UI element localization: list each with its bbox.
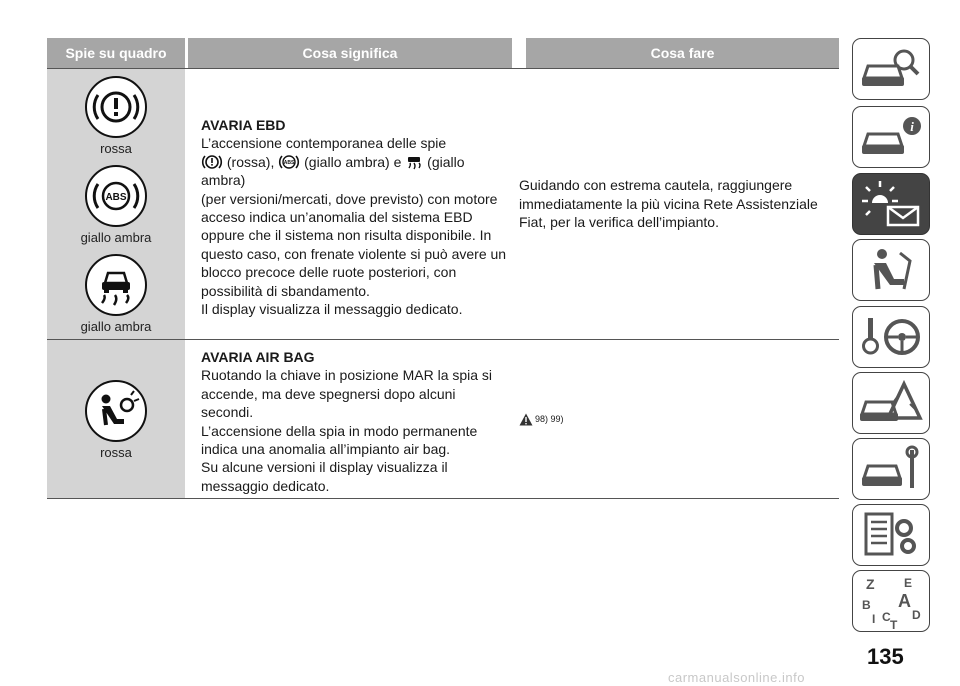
seat-belt-icon	[858, 245, 924, 295]
svg-text:ABS: ABS	[105, 192, 127, 203]
action-line: Fiat, per la verifica dell’impianto.	[519, 214, 719, 231]
desc-fragment: (rossa),	[226, 153, 275, 170]
fault-title: AVARIA AIR BAG	[201, 349, 315, 365]
desc-line: secondi.	[201, 404, 254, 421]
desc-line: Ruotando la chiave in posizione MAR la spia si	[201, 367, 493, 384]
action-cell	[509, 340, 839, 498]
desc-line: Il display visualizza il messaggio dedicato.	[201, 301, 463, 318]
tab-warning-lights[interactable]	[852, 173, 930, 235]
svg-text:ABS: ABS	[283, 159, 295, 166]
tab-starting-driving[interactable]	[852, 306, 930, 368]
action-line: Guidando con estrema cautela, raggiungere	[519, 177, 793, 194]
desc-line: acceso indica un’anomalia del sistema EBD	[201, 209, 473, 226]
tab-knowing-car[interactable]	[852, 38, 930, 100]
lamp-brake	[84, 75, 148, 156]
alphabetical-index-icon	[858, 573, 924, 629]
car-emergency-icon	[858, 378, 924, 428]
warning-triangle-icon	[519, 413, 533, 426]
table-row-airbag	[47, 340, 839, 499]
desc-line: messaggio dedicato.	[201, 477, 330, 494]
header-action: Cosa fare	[526, 38, 839, 68]
index-letter: E	[904, 576, 913, 590]
key-steering-wheel-icon	[858, 312, 924, 362]
skidding-car-icon	[405, 153, 423, 171]
skidding-car-icon	[84, 253, 148, 317]
car-info-icon	[858, 112, 924, 162]
page-number: 135	[867, 644, 904, 669]
lamp-skid	[81, 253, 152, 334]
table-header	[47, 38, 839, 68]
lamp-label: giallo ambra	[80, 230, 152, 245]
desc-line: possibilità di sbandamento.	[201, 282, 370, 299]
lamp-abs	[81, 164, 152, 245]
lamp-airbag	[84, 379, 148, 460]
index-letter: T	[890, 618, 898, 629]
lamp-label: giallo ambra	[80, 319, 152, 334]
note-references: 98) 99)	[535, 413, 564, 424]
lamp-label: rossa	[100, 141, 132, 156]
header-meaning: Cosa significa	[188, 38, 512, 68]
header-warning-lights: Spie su quadro	[47, 38, 185, 68]
watermark: carmanualsonline.info	[668, 670, 805, 685]
index-letter: C	[882, 610, 891, 624]
warning-light-message-icon	[858, 179, 924, 229]
desc-fragment: (giallo ambra) e	[304, 153, 402, 170]
abs-icon	[84, 164, 148, 228]
index-letter: B	[862, 598, 871, 612]
desc-line: (per versioni/mercati, dove previsto) con motore	[201, 190, 498, 207]
airbag-icon	[84, 379, 148, 443]
brake-warning-icon	[201, 153, 223, 171]
index-letter: I	[872, 612, 876, 626]
warning-lights-table	[47, 38, 839, 499]
desc-line: L’accensione contemporanea delle spie	[201, 135, 447, 152]
desc-line-inline-icons	[201, 153, 509, 190]
index-letter: Z	[866, 576, 875, 592]
tab-index[interactable]	[852, 570, 930, 632]
desc-line: blocco precoce delle ruote posteriori, con	[201, 264, 457, 281]
desc-line: L’accensione della spia in modo permanente	[201, 422, 478, 439]
meaning-cell	[185, 69, 509, 339]
desc-line: oppure che il sistema non risulta disponibile. In	[201, 227, 492, 244]
brake-warning-icon	[84, 75, 148, 139]
tab-dashboard[interactable]	[852, 106, 930, 168]
tab-technical-data[interactable]	[852, 504, 930, 566]
car-search-icon	[858, 44, 924, 94]
desc-fragment: (giallo ambra)	[201, 153, 465, 189]
tab-maintenance[interactable]	[852, 438, 930, 500]
tab-emergency[interactable]	[852, 372, 930, 434]
svg-text:i: i	[910, 119, 914, 134]
car-maintenance-icon	[858, 444, 924, 494]
lamps-cell	[47, 69, 185, 339]
meaning-cell	[185, 340, 509, 498]
abs-icon	[278, 153, 300, 171]
lamp-label: rossa	[100, 444, 132, 460]
action-line: immediatamente la più vicina Rete Assistenziale	[519, 195, 818, 212]
lamps-cell	[47, 340, 185, 498]
desc-line: questo caso, con frenate violente si può avere un	[201, 245, 507, 262]
action-cell	[509, 69, 839, 339]
index-letter: A	[898, 591, 911, 611]
technical-data-icon	[858, 510, 924, 560]
tab-safety[interactable]	[852, 239, 930, 301]
index-letter: D	[912, 608, 921, 622]
desc-line: indica una anomalia all’impianto air bag.	[201, 441, 451, 458]
fault-title: AVARIA EBD	[201, 117, 286, 133]
desc-line: Su alcune versioni il display visualizza il	[201, 459, 448, 476]
table-row-ebd	[47, 68, 839, 340]
desc-line: accende, ma deve spegnersi dopo alcuni	[201, 385, 456, 402]
